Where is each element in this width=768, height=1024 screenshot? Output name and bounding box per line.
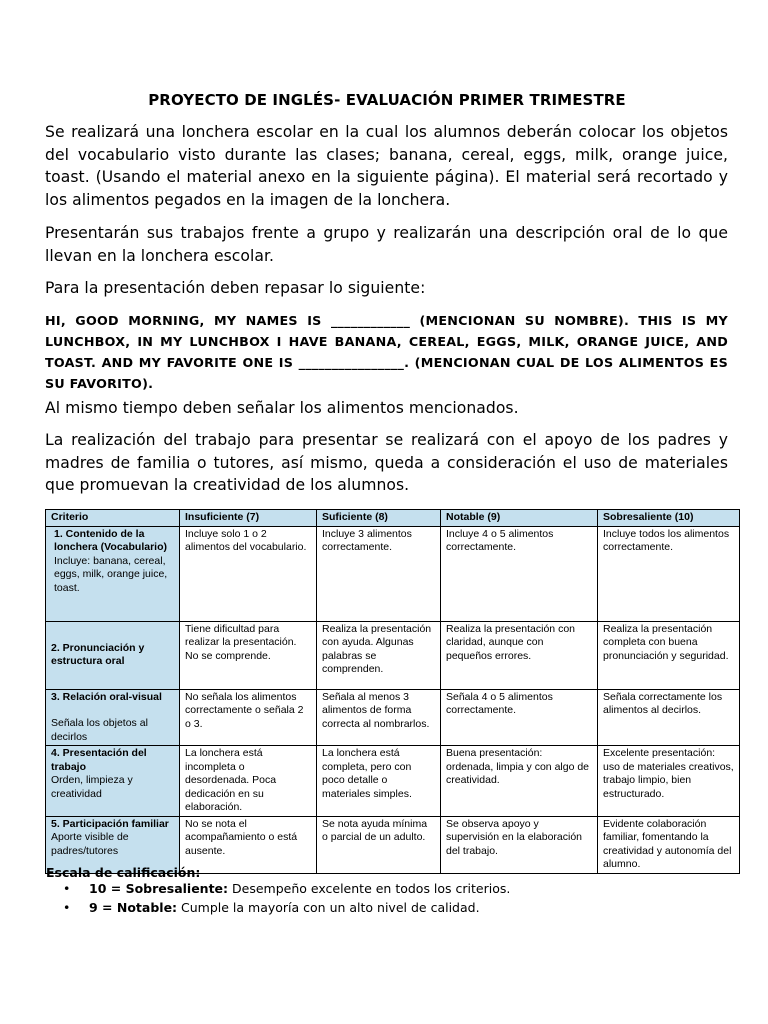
rubric-header-row xyxy=(46,510,740,527)
header-suficiente: Suficiente (8) xyxy=(317,510,441,527)
level-cell: No se nota el acompañamiento o está ausente. xyxy=(180,816,317,873)
criterion-note: Señala los objetos al decirlos xyxy=(51,717,148,743)
level-cell: Incluye solo 1 o 2 alimentos del vocabulario. xyxy=(180,526,317,621)
scale-term: 10 = Sobresaliente: xyxy=(89,881,229,896)
header-criterio: Criterio xyxy=(46,510,180,527)
criterion-title: 3. Relación oral-visual xyxy=(51,690,162,703)
level-cell: Realiza la presentación completa con buena pronunciación y seguridad. xyxy=(598,621,740,689)
review-paragraph: Para la presentación deben repasar lo siguiente: xyxy=(45,279,426,297)
scale-term: 9 = Notable: xyxy=(89,899,178,915)
criterion-note: Aporte visible de padres/tutores xyxy=(51,831,129,857)
level-cell: Señala al menos 3 alimentos de forma correcta al nombrarlos. xyxy=(317,689,441,746)
intro-paragraph: Se realizará una lonchera escolar en la cual los alumnos deberán colocar los objetos del vocabulario visto durante las clases; banana, cereal, eggs, milk, orange juice, toast. (Usando el material anexo en la siguiente página). El material será recortado y los alimentos pegados en la imagen de la lonchera. xyxy=(45,123,728,210)
level-cell: Se nota ayuda mínima o parcial de un adulto. xyxy=(317,816,441,873)
criterion-title: 2. Pronunciación y estructura oral xyxy=(51,641,145,667)
list-item xyxy=(60,880,510,899)
table-row xyxy=(46,746,740,817)
bullet-icon: • xyxy=(63,881,71,896)
table-row xyxy=(46,526,740,621)
document-title: PROYECTO DE INGLÉS- EVALUACIÓN PRIMER TRIMESTRE xyxy=(148,91,626,109)
scale-description: Desempeño excelente en todos los criterios. xyxy=(228,881,511,896)
criterion-cell xyxy=(46,526,180,621)
criterion-title: 1. Contenido de la lonchera (Vocabulario) xyxy=(54,527,167,553)
table-row xyxy=(46,621,740,689)
scale-description: Cumple la mayoría con un alto nivel de calidad. xyxy=(177,899,480,915)
pointing-paragraph: Al mismo tiempo deben señalar los alimentos mencionados. xyxy=(45,399,519,417)
criterion-note: Incluye: banana, cereal, eggs, milk, orange juice, toast. xyxy=(54,554,168,594)
criterion-cell xyxy=(46,746,180,817)
level-cell: Tiene dificultad para realizar la presentación. No se comprende. xyxy=(180,621,317,689)
level-cell: Realiza la presentación con ayuda. Algunas palabras se comprenden. xyxy=(317,621,441,689)
header-insuficiente: Insuficiente (7) xyxy=(180,510,317,527)
level-cell: Señala correctamente los alimentos al decirlos. xyxy=(598,689,740,746)
header-notable: Notable (9) xyxy=(441,510,598,527)
criterion-title: 5. Participación familiar xyxy=(51,817,169,830)
table-row xyxy=(46,689,740,746)
level-cell: Realiza la presentación con claridad, aunque con pequeños errores. xyxy=(441,621,598,689)
level-cell: La lonchera está completa, pero con poco detalle o materiales simples. xyxy=(317,746,441,817)
criterion-note: Orden, limpieza y creatividad xyxy=(51,774,133,800)
rubric-table xyxy=(45,509,740,874)
level-cell: No señala los alimentos correctamente o señala 2 o 3. xyxy=(180,689,317,746)
scale-label: Escala de calificación: xyxy=(46,865,201,880)
criterion-cell xyxy=(46,689,180,746)
presentation-paragraph: Presentarán sus trabajos frente a grupo y realizarán una descripción oral de lo que llevan en la lonchera escolar. xyxy=(45,224,728,265)
script-text: HI, GOOD MORNING, MY NAMES IS ____________ (MENCIONAN SU NOMBRE). THIS IS MY LUNCHBOX, IN MY LUNCHBOX I HAVE BANANA, CEREAL, EGGS, MILK, ORANGE JUICE, AND TOAST. AND MY FAVORITE ONE IS ________________. (MENCIONAN CUAL DE LOS ALIMENTOS ES SU FAVORITO). xyxy=(45,313,728,391)
criterion-title: 4. Presentación del trabajo xyxy=(51,747,147,773)
criterion-cell xyxy=(46,621,180,689)
list-item xyxy=(60,899,510,918)
scale-list xyxy=(60,880,510,917)
level-cell: Señala 4 o 5 alimentos correctamente. xyxy=(441,689,598,746)
level-cell: Incluye 3 alimentos correctamente. xyxy=(317,526,441,621)
level-cell: Buena presentación: ordenada, limpia y con algo de creatividad. xyxy=(441,746,598,817)
level-cell: Evidente colaboración familiar, fomentando la creatividad y autonomía del alumno. xyxy=(598,816,740,873)
level-cell: La lonchera está incompleta o desordenada. Poca dedicación en su elaboración. xyxy=(180,746,317,817)
header-sobresaliente: Sobresaliente (10) xyxy=(598,510,740,527)
level-cell: Incluye todos los alimentos correctamente. xyxy=(598,526,740,621)
bullet-icon: • xyxy=(63,899,71,915)
support-paragraph: La realización del trabajo para presentar se realizará con el apoyo de los padres y madres de familia o tutores, así mismo, queda a consideración el uso de materiales que promuevan la creatividad de los alumnos. xyxy=(45,431,728,495)
level-cell: Se observa apoyo y supervisión en la elaboración del trabajo. xyxy=(441,816,598,873)
level-cell: Incluye 4 o 5 alimentos correctamente. xyxy=(441,526,598,621)
level-cell: Excelente presentación: uso de materiales creativos, trabajo limpio, bien estructurado. xyxy=(598,746,740,817)
